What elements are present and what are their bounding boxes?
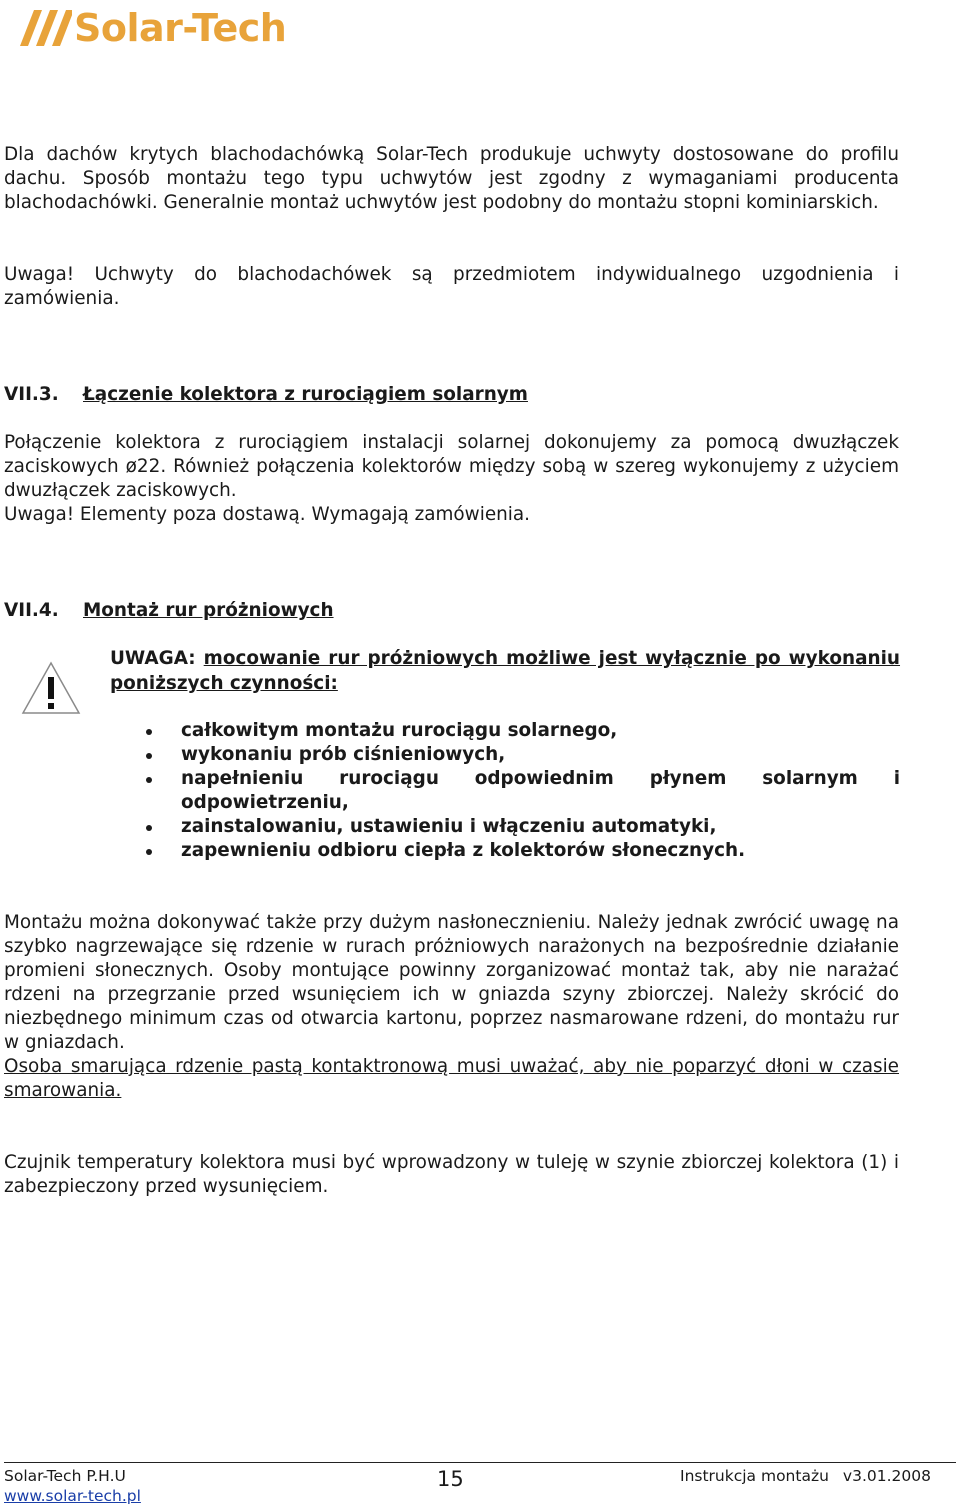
section-3-title: Łączenie kolektora z rurociągiem solarnym	[83, 384, 528, 405]
section-4-heading	[4, 599, 334, 623]
warning-message: mocowanie rur próżniowych możliwe jest wyłącznie po wykonaniu poniższych czynności:	[110, 648, 901, 694]
bullet-icon	[146, 753, 152, 759]
section-4-title: Montaż rur próżniowych	[83, 600, 334, 621]
section-3-note: Uwaga! Elementy poza dostawą. Wymagają zamówienia.	[4, 504, 531, 525]
caution-text: Osoba smarująca rdzenie pastą kontaktronową musi uważać, aby nie poparzyć dłoni w czasie smarowania.	[4, 1056, 899, 1101]
list-item	[0, 839, 900, 863]
bullet-icon	[146, 825, 152, 831]
brand-logo	[10, 6, 286, 50]
bullet-icon	[146, 729, 152, 735]
list-item	[0, 743, 900, 767]
list-item	[0, 815, 900, 839]
step-text: zapewnieniu odbioru ciepła z kolektorów słonecznych.	[181, 840, 746, 861]
list-item	[0, 767, 900, 815]
logo-slashes-icon	[10, 8, 72, 48]
step-text: wykonaniu prób ciśnieniowych,	[181, 744, 506, 765]
step-text: zainstalowaniu, ustawieniu i włączeniu automatyki,	[181, 816, 717, 837]
intro-note: Uwaga! Uchwyty do blachodachówek są przedmiotem indywidualnego uzgodnienia i zamówienia.	[4, 264, 899, 309]
section-3-body: Połączenie kolektora z rurociągiem instalacji solarnej dokonujemy za pomocą dwuzłączek zaciskowych ø22. Również połączenia kolektorów między sobą w szereg wykonujemy z użyciem dwuzłączek zaciskowych.	[4, 432, 899, 501]
footer-divider	[4, 1462, 956, 1463]
steps-list	[0, 719, 900, 863]
footer-doc-info	[680, 1466, 931, 1486]
section-4-body: Montażu można dokonywać także przy dużym nasłonecznieniu. Należy jednak zwrócić uwagę na szybko nagrzewające się rdzenie w rurach próżniowych narażonych na bezpośrednie działanie promieni słonecznych. Osoby montujące powinny zorganizować montaż tak, aby nie narażać rdzeni na przegrzanie przed wsunięciem ich w gniazda szyny zbiorczej. Należy skrócić do niezbędnego minimum czas od otwarcia kartonu, poprzez nasmarowane rdzeni, do montażu rur w gniazdach.	[4, 912, 899, 1053]
page-number: 15	[437, 1467, 464, 1491]
footer-version: v3.01.2008	[842, 1467, 931, 1485]
logo-text: Solar-Tech	[74, 6, 287, 50]
bullet-icon	[146, 849, 152, 855]
section-4-number: VII.4.	[4, 600, 59, 621]
section-4-sensor: Czujnik temperatury kolektora musi być wprowadzony w tuleję w szynie zbiorczej kolektora (1) i zabezpieczony przed wysunięciem.	[4, 1152, 899, 1197]
warning-text	[110, 646, 900, 696]
warning-prefix: UWAGA:	[110, 648, 196, 669]
footer-company: Solar-Tech P.H.U	[4, 1467, 126, 1485]
step-text: całkowitym montażu rurociągu solarnego,	[181, 720, 618, 741]
warning-triangle-icon	[20, 660, 82, 716]
footer-doc-title: Instrukcja montażu	[680, 1467, 829, 1485]
bullet-icon	[146, 777, 152, 783]
section-3-heading	[4, 383, 528, 407]
section-3-number: VII.3.	[4, 384, 59, 405]
step-text: napełnieniu rurociągu odpowiednim płynem solarnym i odpowietrzeniu,	[181, 768, 900, 813]
footer-company-block	[4, 1466, 141, 1506]
intro-paragraph: Dla dachów krytych blachodachówką Solar-Tech produkuje uchwyty dostosowane do profilu dachu. Sposób montażu tego typu uchwytów jest zgodny z wymaganiami producenta blachodachówki. Generalnie montaż uchwytów jest podobny do montażu stopni kominiarskich.	[4, 144, 899, 213]
list-item	[0, 719, 900, 743]
footer-website-link[interactable]: www.solar-tech.pl	[4, 1487, 141, 1505]
section-4-caution	[4, 1055, 899, 1103]
